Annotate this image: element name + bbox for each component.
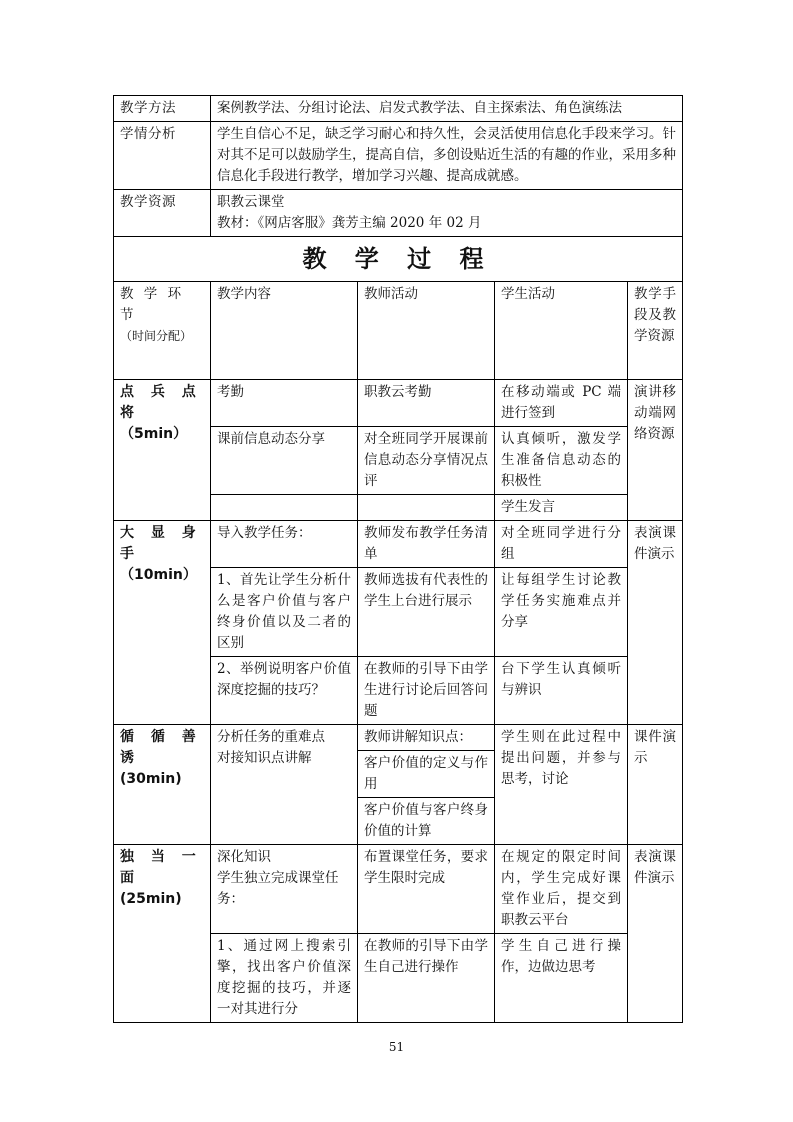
content-cell — [211, 495, 358, 521]
student-cell: 学生发言 — [495, 495, 628, 521]
stage-row — [114, 380, 683, 427]
stage-time: (30min) — [120, 771, 182, 787]
teacher-cell: 客户价值与客户终身价值的计算 — [358, 798, 495, 845]
means-cell: 演讲移动端网络资源 — [628, 380, 683, 521]
teacher-cell: 教师讲解知识点： — [358, 725, 495, 751]
stage-time: （10min） — [120, 567, 197, 583]
lesson-plan-table — [113, 95, 683, 1023]
means-cell: 表演课件演示 — [628, 521, 683, 725]
header-content: 教学内容 — [211, 282, 358, 380]
content-cell: 考勤 — [211, 380, 358, 427]
student-cell: 对全班同学进行分组 — [495, 521, 628, 568]
stage-row — [114, 725, 683, 751]
teacher-cell: 教师选拔有代表性的学生上台进行展示 — [358, 568, 495, 657]
page-number: 51 — [388, 1040, 405, 1054]
stage-label — [114, 845, 211, 1023]
teacher-cell: 在教师的引导下由学生自己进行操作 — [358, 934, 495, 1023]
teacher-cell: 职教云考勤 — [358, 380, 495, 427]
stage-name: 大 显 身 手 — [120, 525, 202, 562]
info-value-line: 职教云课堂 — [217, 194, 285, 210]
student-cell: 台下学生认真倾听与辨识 — [495, 657, 628, 725]
student-cell: 在规定的限定时间内，学生完成好课堂作业后，提交到职教云平台 — [495, 845, 628, 934]
info-value: 学生自信心不足，缺乏学习耐心和持久性，会灵活使用信息化手段来学习。针对其不足可以鼓励学生，提高自信，多创设贴近生活的有趣的作业，采用多种信息化手段进行教学，增加学习兴趣、提高成就感。 — [211, 122, 683, 190]
teacher-cell: 客户价值的定义与作用 — [358, 751, 495, 798]
stage-name: 点 兵 点 将 — [120, 384, 202, 421]
means-cell: 课件演示 — [628, 725, 683, 845]
content-cell: 课前信息动态分享 — [211, 427, 358, 495]
info-label: 教学方法 — [114, 96, 211, 122]
stage-row — [114, 845, 683, 934]
info-value: 案例教学法、分组讨论法、启发式教学法、自主探索法、角色演练法 — [211, 96, 683, 122]
teacher-cell: 教师发布教学任务清单 — [358, 521, 495, 568]
means-cell: 表演课件演示 — [628, 845, 683, 1023]
content-cell: 1、通过网上搜索引擎，找出客户价值深度挖掘的技巧，并逐一对其进行分 — [211, 934, 358, 1023]
student-cell: 学生自己进行操作，边做边思考 — [495, 934, 628, 1023]
content-line: 分析任务的重难点 — [217, 729, 325, 745]
header-student: 学生活动 — [495, 282, 628, 380]
stage-name: 独 当 一 面 — [120, 849, 202, 886]
info-label: 教学资源 — [114, 190, 211, 237]
info-row-analysis — [114, 122, 683, 190]
process-header-row — [114, 282, 683, 380]
content-cell: 1、首先让学生分析什么是客户价值与客户终身价值以及二者的区别 — [211, 568, 358, 657]
content-line: 深化知识 — [217, 849, 271, 865]
info-value-line: 教材：《网店客服》龚芳主编 2020 年 02 月 — [217, 215, 482, 231]
content-cell — [211, 845, 358, 934]
process-title-row — [114, 237, 683, 282]
teacher-cell: 在教师的引导下由学生进行讨论后回答问题 — [358, 657, 495, 725]
student-cell: 认真倾听，激发学生准备信息动态的积极性 — [495, 427, 628, 495]
header-stage — [114, 282, 211, 380]
stage-name: 循 循 善 诱 — [120, 729, 202, 766]
info-row-method — [114, 96, 683, 122]
content-cell — [211, 725, 358, 845]
info-row-resources — [114, 190, 683, 237]
header-means: 教学手段及教学资源 — [628, 282, 683, 380]
teacher-cell: 布置课堂任务，要求学生限时完成 — [358, 845, 495, 934]
header-stage-sub: （时间分配） — [120, 329, 193, 343]
stage-label — [114, 725, 211, 845]
student-cell: 让每组学生讨论教学任务实施难点并分享 — [495, 568, 628, 657]
header-teacher: 教师活动 — [358, 282, 495, 380]
student-cell: 学生则在此过程中提出问题，并参与思考，讨论 — [495, 725, 628, 845]
student-cell: 在移动端或 PC 端进行签到 — [495, 380, 628, 427]
teacher-cell — [358, 495, 495, 521]
info-label: 学情分析 — [114, 122, 211, 190]
stage-label — [114, 521, 211, 725]
content-line: 学生独立完成课堂任务： — [217, 870, 339, 907]
header-stage-label: 教 学 环 节 — [120, 286, 185, 323]
content-cell: 导入教学任务： — [211, 521, 358, 568]
info-value — [211, 190, 683, 237]
stage-row — [114, 521, 683, 568]
content-line: 对接知识点讲解 — [217, 750, 312, 766]
stage-label — [114, 380, 211, 521]
process-title: 教 学 过 程 — [114, 237, 683, 282]
teacher-cell: 对全班同学开展课前信息动态分享情况点评 — [358, 427, 495, 495]
content-cell: 2、举例说明客户价值深度挖掘的技巧？ — [211, 657, 358, 725]
stage-time: (25min) — [120, 891, 182, 907]
stage-time: （5min） — [120, 426, 188, 442]
